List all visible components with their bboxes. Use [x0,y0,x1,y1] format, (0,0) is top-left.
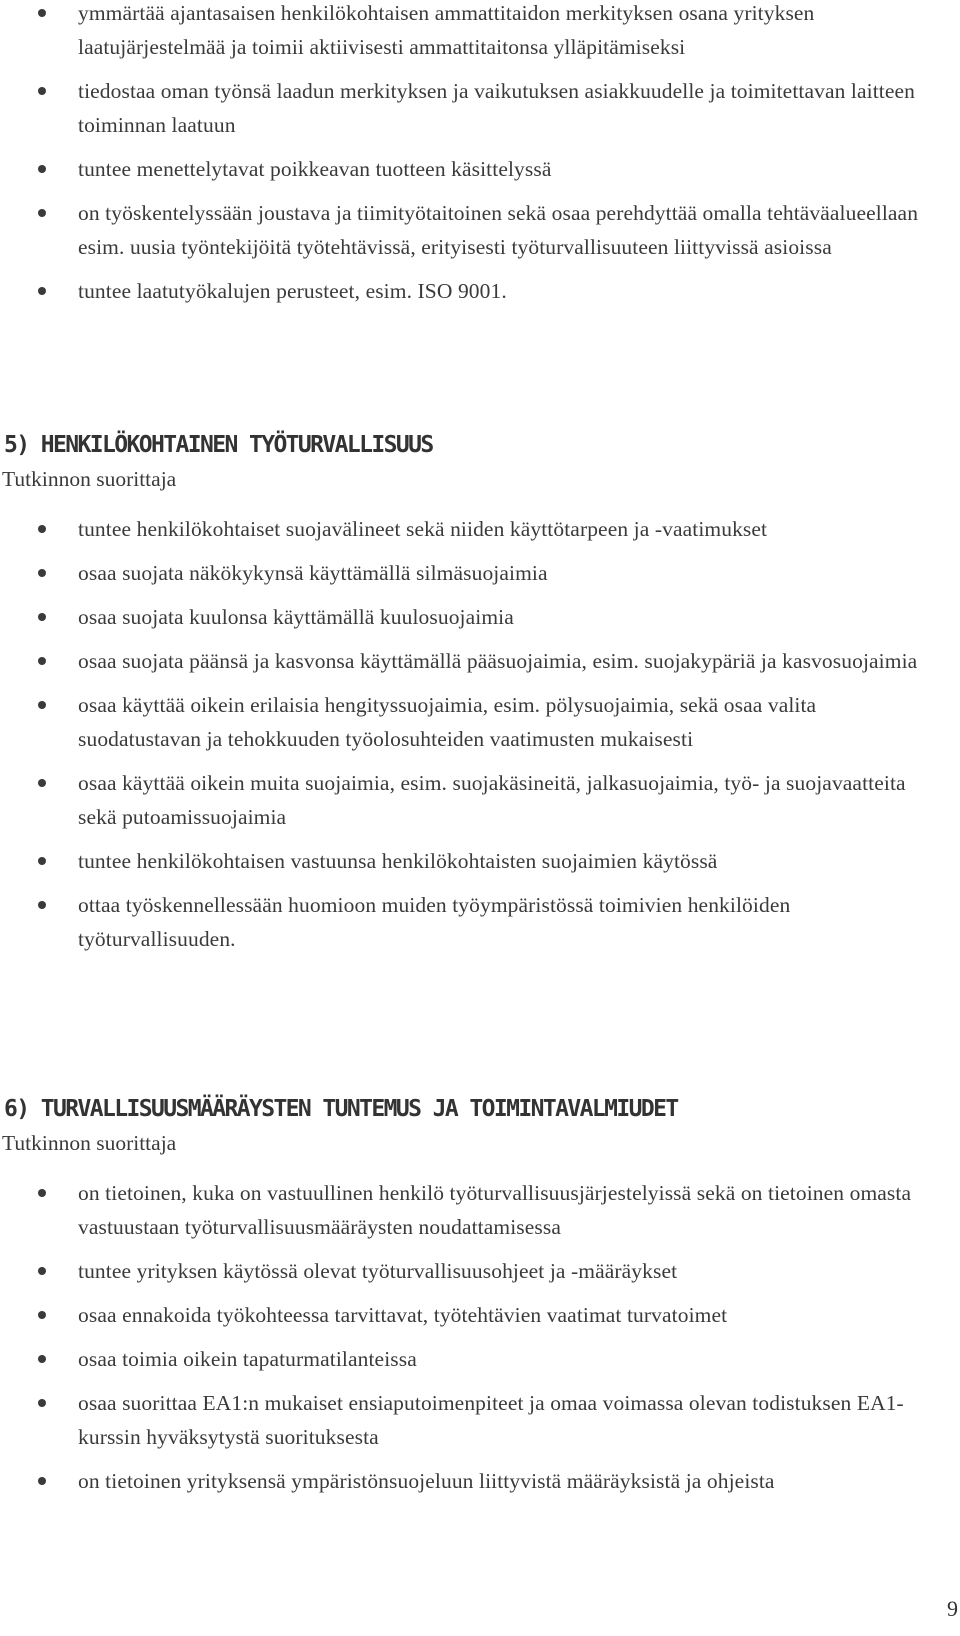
list-item-text: ottaa työskennellessään huomioon muiden työympäristössä toimivien henkilöiden työturvallisuuden. [78,893,791,951]
list-item-text: tuntee henkilökohtaiset suojavälineet sekä niiden käyttötarpeen ja -vaatimukset [78,517,768,541]
list-item [0,0,960,64]
list-item-text: on työskentelyssään joustava ja tiimityötaitoinen sekä osaa perehdyttää omalla tehtäväalueellaan esim. uusia työntekijöitä työtehtävissä, erityisesti työturvallisuuteen liittyvissä asioissa [78,201,919,259]
section-heading: 5) HENKILÖKOHTAINEN TYÖTURVALLISUUS [4,432,433,458]
section-subheading: Tutkinnon suorittaja [2,467,177,491]
list-item-text: ymmärtää ajantasaisen henkilökohtaisen ammattitaidon merkityksen osana yrityksen laatujärjestelmää ja toimii aktiivisesti ammattitaitonsa ylläpitämiseksi [78,1,815,59]
section-6-bullet-list [0,1176,960,1498]
list-item-text: tuntee laatutyökalujen perusteet, esim. ISO 9001. [78,279,507,303]
list-item [0,1298,960,1332]
list-item-text: osaa toimia oikein tapaturmatilanteissa [78,1347,417,1371]
intro-list-block [0,0,960,318]
list-item [0,1254,960,1288]
list-item [0,1342,960,1376]
list-item [0,766,960,834]
list-item-text: tuntee henkilökohtaisen vastuunsa henkilökohtaisten suojaimien käytössä [78,849,718,873]
section-6 [0,1092,960,1508]
list-item-text: osaa suojata päänsä ja kasvonsa käyttämällä pääsuojaimia, esim. suojakypäriä ja kasvosuojaimia [78,649,918,673]
section-5-bullet-list [0,512,960,956]
list-item-text: osaa käyttää oikein erilaisia hengityssuojaimia, esim. pölysuojaimia, sekä osaa valita suodatustavan ja tehokkuuden työolosuhteiden vaatimusten mukaisesti [78,693,817,751]
list-item-text: osaa ennakoida työkohteessa tarvittavat, työtehtävien vaatimat turvatoimet [78,1303,728,1327]
intro-bullet-list [0,0,960,308]
section-subheading: Tutkinnon suorittaja [2,1131,177,1155]
list-item [0,512,960,546]
list-item-text: tiedostaa oman työnsä laadun merkityksen ja vaikutuksen asiakkuudelle ja toimitettavan laitteen toiminnan laatuun [78,79,916,137]
list-item [0,600,960,634]
list-item-text: osaa suorittaa EA1:n mukaiset ensiaputoimenpiteet ja omaa voimassa olevan todistuksen EA1-kurssin hyväksytystä suorituksesta [78,1391,904,1449]
page-number: 9 [947,1596,958,1621]
list-item-text: on tietoinen, kuka on vastuullinen henkilö työturvallisuusjärjestelyissä sekä on tietoinen omasta vastuustaan työturvallisuusmääräysten noudattamisessa [78,1181,912,1239]
section-5 [0,428,960,966]
section-heading: 6) TURVALLISUUSMÄÄRÄYSTEN TUNTEMUS JA TOIMINTAVALMIUDET [4,1096,678,1122]
list-item-text: osaa suojata näkökykynsä käyttämällä silmäsuojaimia [78,561,548,585]
list-item [0,152,960,186]
list-item [0,74,960,142]
list-item [0,556,960,590]
list-item-text: osaa käyttää oikein muita suojaimia, esim. suojakäsineitä, jalkasuojaimia, työ- ja suojavaatteita sekä putoamissuojaimia [78,771,906,829]
list-item [0,196,960,264]
list-item-text: tuntee menettelytavat poikkeavan tuotteen käsittelyssä [78,157,552,181]
list-item [0,1386,960,1454]
list-item [0,644,960,678]
list-item [0,688,960,756]
list-item [0,1464,960,1498]
list-item-text: osaa suojata kuulonsa käyttämällä kuulosuojaimia [78,605,514,629]
list-item-text: on tietoinen yrityksensä ympäristönsuojeluun liittyvistä määräyksistä ja ohjeista [78,1469,775,1493]
list-item [0,888,960,956]
list-item [0,844,960,878]
list-item-text: tuntee yrityksen käytössä olevat työturvallisuusohjeet ja -määräykset [78,1259,678,1283]
list-item [0,274,960,308]
list-item [0,1176,960,1244]
